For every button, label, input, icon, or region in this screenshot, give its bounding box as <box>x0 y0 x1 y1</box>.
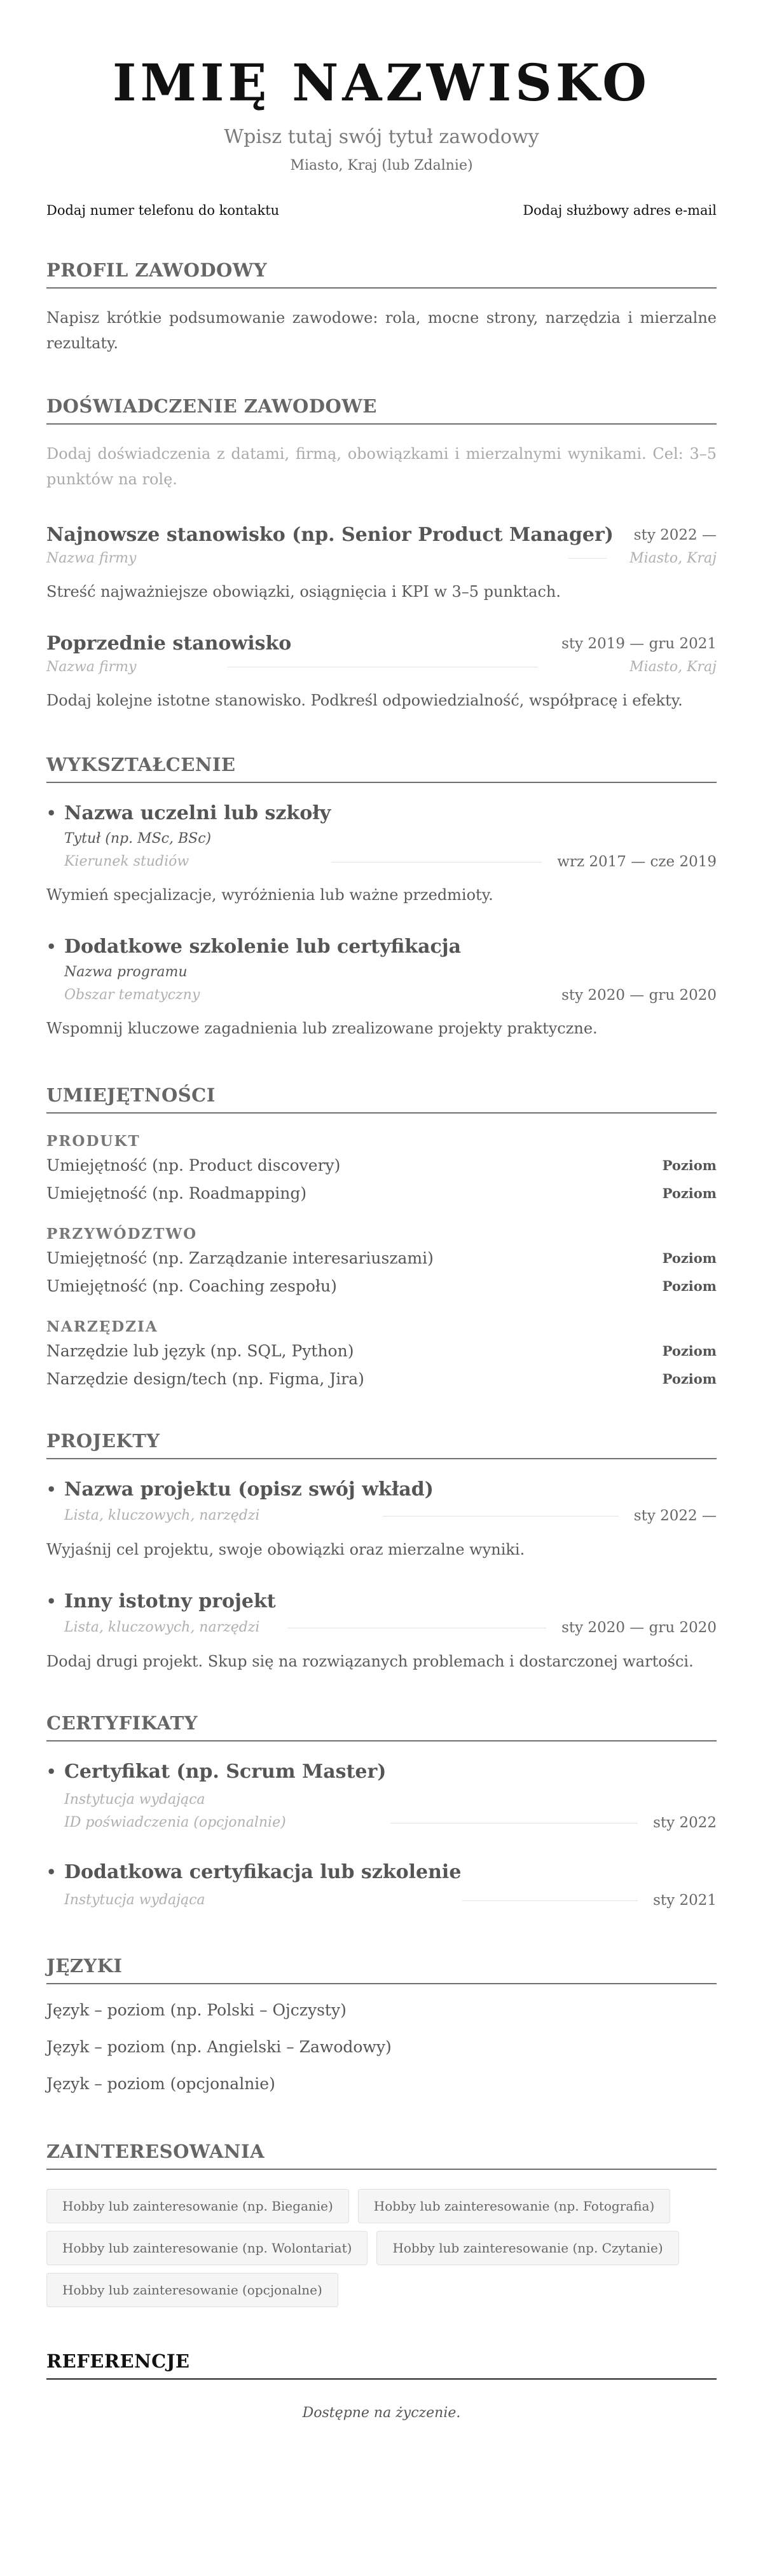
project-description: Wyjaśnij cel projektu, swoje obowiązki oraz mierzalne wyniki. <box>46 1541 525 1558</box>
job-title: Wpisz tutaj swój tytuł zawodowy <box>224 126 539 148</box>
certificate-date: sty 2021 <box>653 1892 717 1909</box>
certificate-item <box>46 1759 717 1834</box>
references-text: Dostępne na życzenie. <box>302 2405 461 2421</box>
experience-location: Miasto, Kraj <box>629 550 717 566</box>
experience-description: Dodaj kolejne istotne stanowisko. Podkreśl odpowiedzialność, współpracę i efekty. <box>46 692 683 709</box>
skill-row <box>46 1272 717 1300</box>
education-degree: Tytuł (np. MSc, BSc) <box>64 831 212 847</box>
project-keywords: Lista, kluczowych, narzędzi <box>64 1619 260 1635</box>
experience-section <box>46 394 717 712</box>
section-heading-certificates: CERTYFIKATY <box>46 1711 717 1741</box>
references-section <box>46 2349 717 2421</box>
skill-row <box>46 1337 717 1365</box>
skill-level: Poziom <box>662 1157 717 1173</box>
project-title: Inny istotny projekt <box>64 1590 276 1612</box>
section-heading-projects: PROJEKTY <box>46 1429 717 1459</box>
full-name: IMIĘ NAZWISKO <box>113 53 650 112</box>
skill-name: Umiejętność (np. Product discovery) <box>46 1156 341 1175</box>
project-item <box>46 1589 717 1673</box>
skill-category: NARZĘDZIA <box>46 1318 158 1335</box>
skill-name: Umiejętność (np. Coaching zespołu) <box>46 1277 337 1295</box>
education-degree: Nazwa programu <box>64 964 188 980</box>
project-keywords: Lista, kluczowych, narzędzi <box>64 1508 260 1523</box>
skill-group <box>46 1224 717 1300</box>
interest-chip: Hobby lub zainteresowanie (np. Wolontariat) <box>46 2231 368 2265</box>
bullet-icon: • <box>46 804 57 822</box>
experience-company: Nazwa firmy <box>46 659 137 675</box>
education-title: Dodatkowe szkolenie lub certyfikacja <box>64 936 462 958</box>
skill-group <box>46 1317 717 1393</box>
interest-chip: Hobby lub zainteresowanie (np. Bieganie) <box>46 2189 349 2223</box>
project-title: Nazwa projektu (opisz swój wkład) <box>64 1478 434 1501</box>
experience-title: Najnowsze stanowisko (np. Senior Product Manager) <box>46 524 614 546</box>
education-field: Kierunek studiów <box>64 854 189 869</box>
certificate-title: Dodatkowa certyfikacja lub szkolenie <box>64 1861 462 1883</box>
certificates-section <box>46 1711 717 1912</box>
skill-category: PRZYWÓDZTWO <box>46 1225 198 1243</box>
language-item: Język – poziom (np. Angielski – Zawodowy) <box>46 2038 392 2056</box>
divider-line <box>568 558 607 559</box>
email-text: Dodaj służbowy adres e-mail <box>523 203 717 218</box>
skill-level: Poziom <box>662 1278 717 1294</box>
education-dates: wrz 2017 — cze 2019 <box>557 854 717 870</box>
skill-level: Poziom <box>662 1185 717 1201</box>
experience-title: Poprzednie stanowisko <box>46 632 292 655</box>
bullet-icon: • <box>46 937 57 956</box>
education-item <box>46 801 717 906</box>
experience-description: Streść najważniejsze obowiązki, osiągnięcia i KPI w 3–5 punktach. <box>46 583 561 601</box>
section-heading-languages: JĘZYKI <box>46 1954 717 1984</box>
skill-level: Poziom <box>662 1250 717 1266</box>
education-description: Wymień specjalizacje, wyróżnienia lub ważne przedmioty. <box>46 886 493 904</box>
skill-name: Narzędzie lub język (np. SQL, Python) <box>46 1342 354 1360</box>
contact-row <box>46 201 717 220</box>
certificate-issuer: Instytucja wydająca <box>64 1892 205 1908</box>
education-description: Wspomnij kluczowe zagadnienia lub zrealizowane projekty praktyczne. <box>46 1019 598 1037</box>
skill-name: Umiejętność (np. Roadmapping) <box>46 1184 307 1203</box>
experience-location: Miasto, Kraj <box>629 659 717 675</box>
interest-chip: Hobby lub zainteresowanie (np. Czytanie) <box>376 2231 678 2265</box>
certificate-item <box>46 1860 717 1912</box>
experience-item <box>46 631 717 712</box>
project-item <box>46 1477 717 1561</box>
experience-company: Nazwa firmy <box>46 550 137 566</box>
interest-chips <box>46 2189 717 2307</box>
resume-header <box>46 0 717 220</box>
section-heading-interests: ZAINTERESOWANIA <box>46 2139 717 2170</box>
languages-section <box>46 1954 717 2102</box>
bullet-icon: • <box>46 1480 57 1499</box>
skill-row <box>46 1244 717 1272</box>
skill-row <box>46 1180 717 1208</box>
experience-item <box>46 522 717 603</box>
language-item: Język – poziom (np. Polski – Ojczysty) <box>46 2001 347 2019</box>
certificate-credential: ID poświadczenia (opcjonalnie) <box>64 1815 286 1830</box>
interest-chip: Hobby lub zainteresowanie (opcjonalne) <box>46 2273 338 2307</box>
skill-level: Poziom <box>662 1371 717 1387</box>
section-heading-profile: PROFIL ZAWODOWY <box>46 258 717 289</box>
section-heading-references: REFERENCJE <box>46 2349 717 2380</box>
skills-section <box>46 1083 717 1393</box>
experience-dates: sty 2019 — gru 2021 <box>561 636 717 652</box>
language-item: Język – poziom (opcjonalnie) <box>46 2075 275 2093</box>
project-description: Dodaj drugi projekt. Skup się na rozwiązanych problemach i dostarczonej wartości. <box>46 1653 694 1670</box>
project-dates: sty 2022 — <box>633 1508 717 1524</box>
education-section <box>46 753 717 1040</box>
projects-section <box>46 1429 717 1673</box>
education-field: Obszar tematyczny <box>64 987 200 1003</box>
bullet-icon: • <box>46 1762 57 1781</box>
skill-name: Umiejętność (np. Zarządzanie interesariuszami) <box>46 1249 434 1267</box>
profile-summary: Napisz krótkie podsumowanie zawodowe: rola, mocne strony, narzędzia i mierzalne rezultaty. <box>46 309 717 352</box>
skill-level: Poziom <box>662 1343 717 1359</box>
skill-name: Narzędzie design/tech (np. Figma, Jira) <box>46 1370 364 1388</box>
skill-row <box>46 1152 717 1180</box>
divider-line <box>462 1900 638 1901</box>
certificate-date: sty 2022 <box>653 1815 717 1831</box>
bullet-icon: • <box>46 1592 57 1611</box>
phone-text: Dodaj numer telefonu do kontaktu <box>46 203 280 218</box>
experience-intro: Dodaj doświadczenia z datami, firmą, obowiązkami i mierzalnymi wynikami. Cel: 3–5 punktów na rolę. <box>46 445 717 488</box>
certificate-title: Certyfikat (np. Scrum Master) <box>64 1761 387 1783</box>
project-dates: sty 2020 — gru 2020 <box>561 1619 717 1636</box>
bullet-icon: • <box>46 1863 57 1881</box>
skill-group <box>46 1131 717 1208</box>
skill-row <box>46 1365 717 1393</box>
experience-dates: sty 2022 — <box>633 527 717 543</box>
education-dates: sty 2020 — gru 2020 <box>561 987 717 1004</box>
section-heading-experience: DOŚWIADCZENIE ZAWODOWE <box>46 394 717 425</box>
location: Miasto, Kraj (lub Zdalnie) <box>290 158 473 174</box>
profile-section <box>46 258 717 356</box>
interest-chip: Hobby lub zainteresowanie (np. Fotografia) <box>358 2189 670 2223</box>
education-title: Nazwa uczelni lub szkoły <box>64 802 331 824</box>
section-heading-education: WYKSZTAŁCENIE <box>46 753 717 783</box>
skill-category: PRODUKT <box>46 1133 141 1150</box>
section-heading-skills: UMIEJĘTNOŚCI <box>46 1083 717 1114</box>
education-item <box>46 934 717 1040</box>
certificate-issuer: Instytucja wydająca <box>64 1792 205 1808</box>
interests-section <box>46 2139 717 2307</box>
